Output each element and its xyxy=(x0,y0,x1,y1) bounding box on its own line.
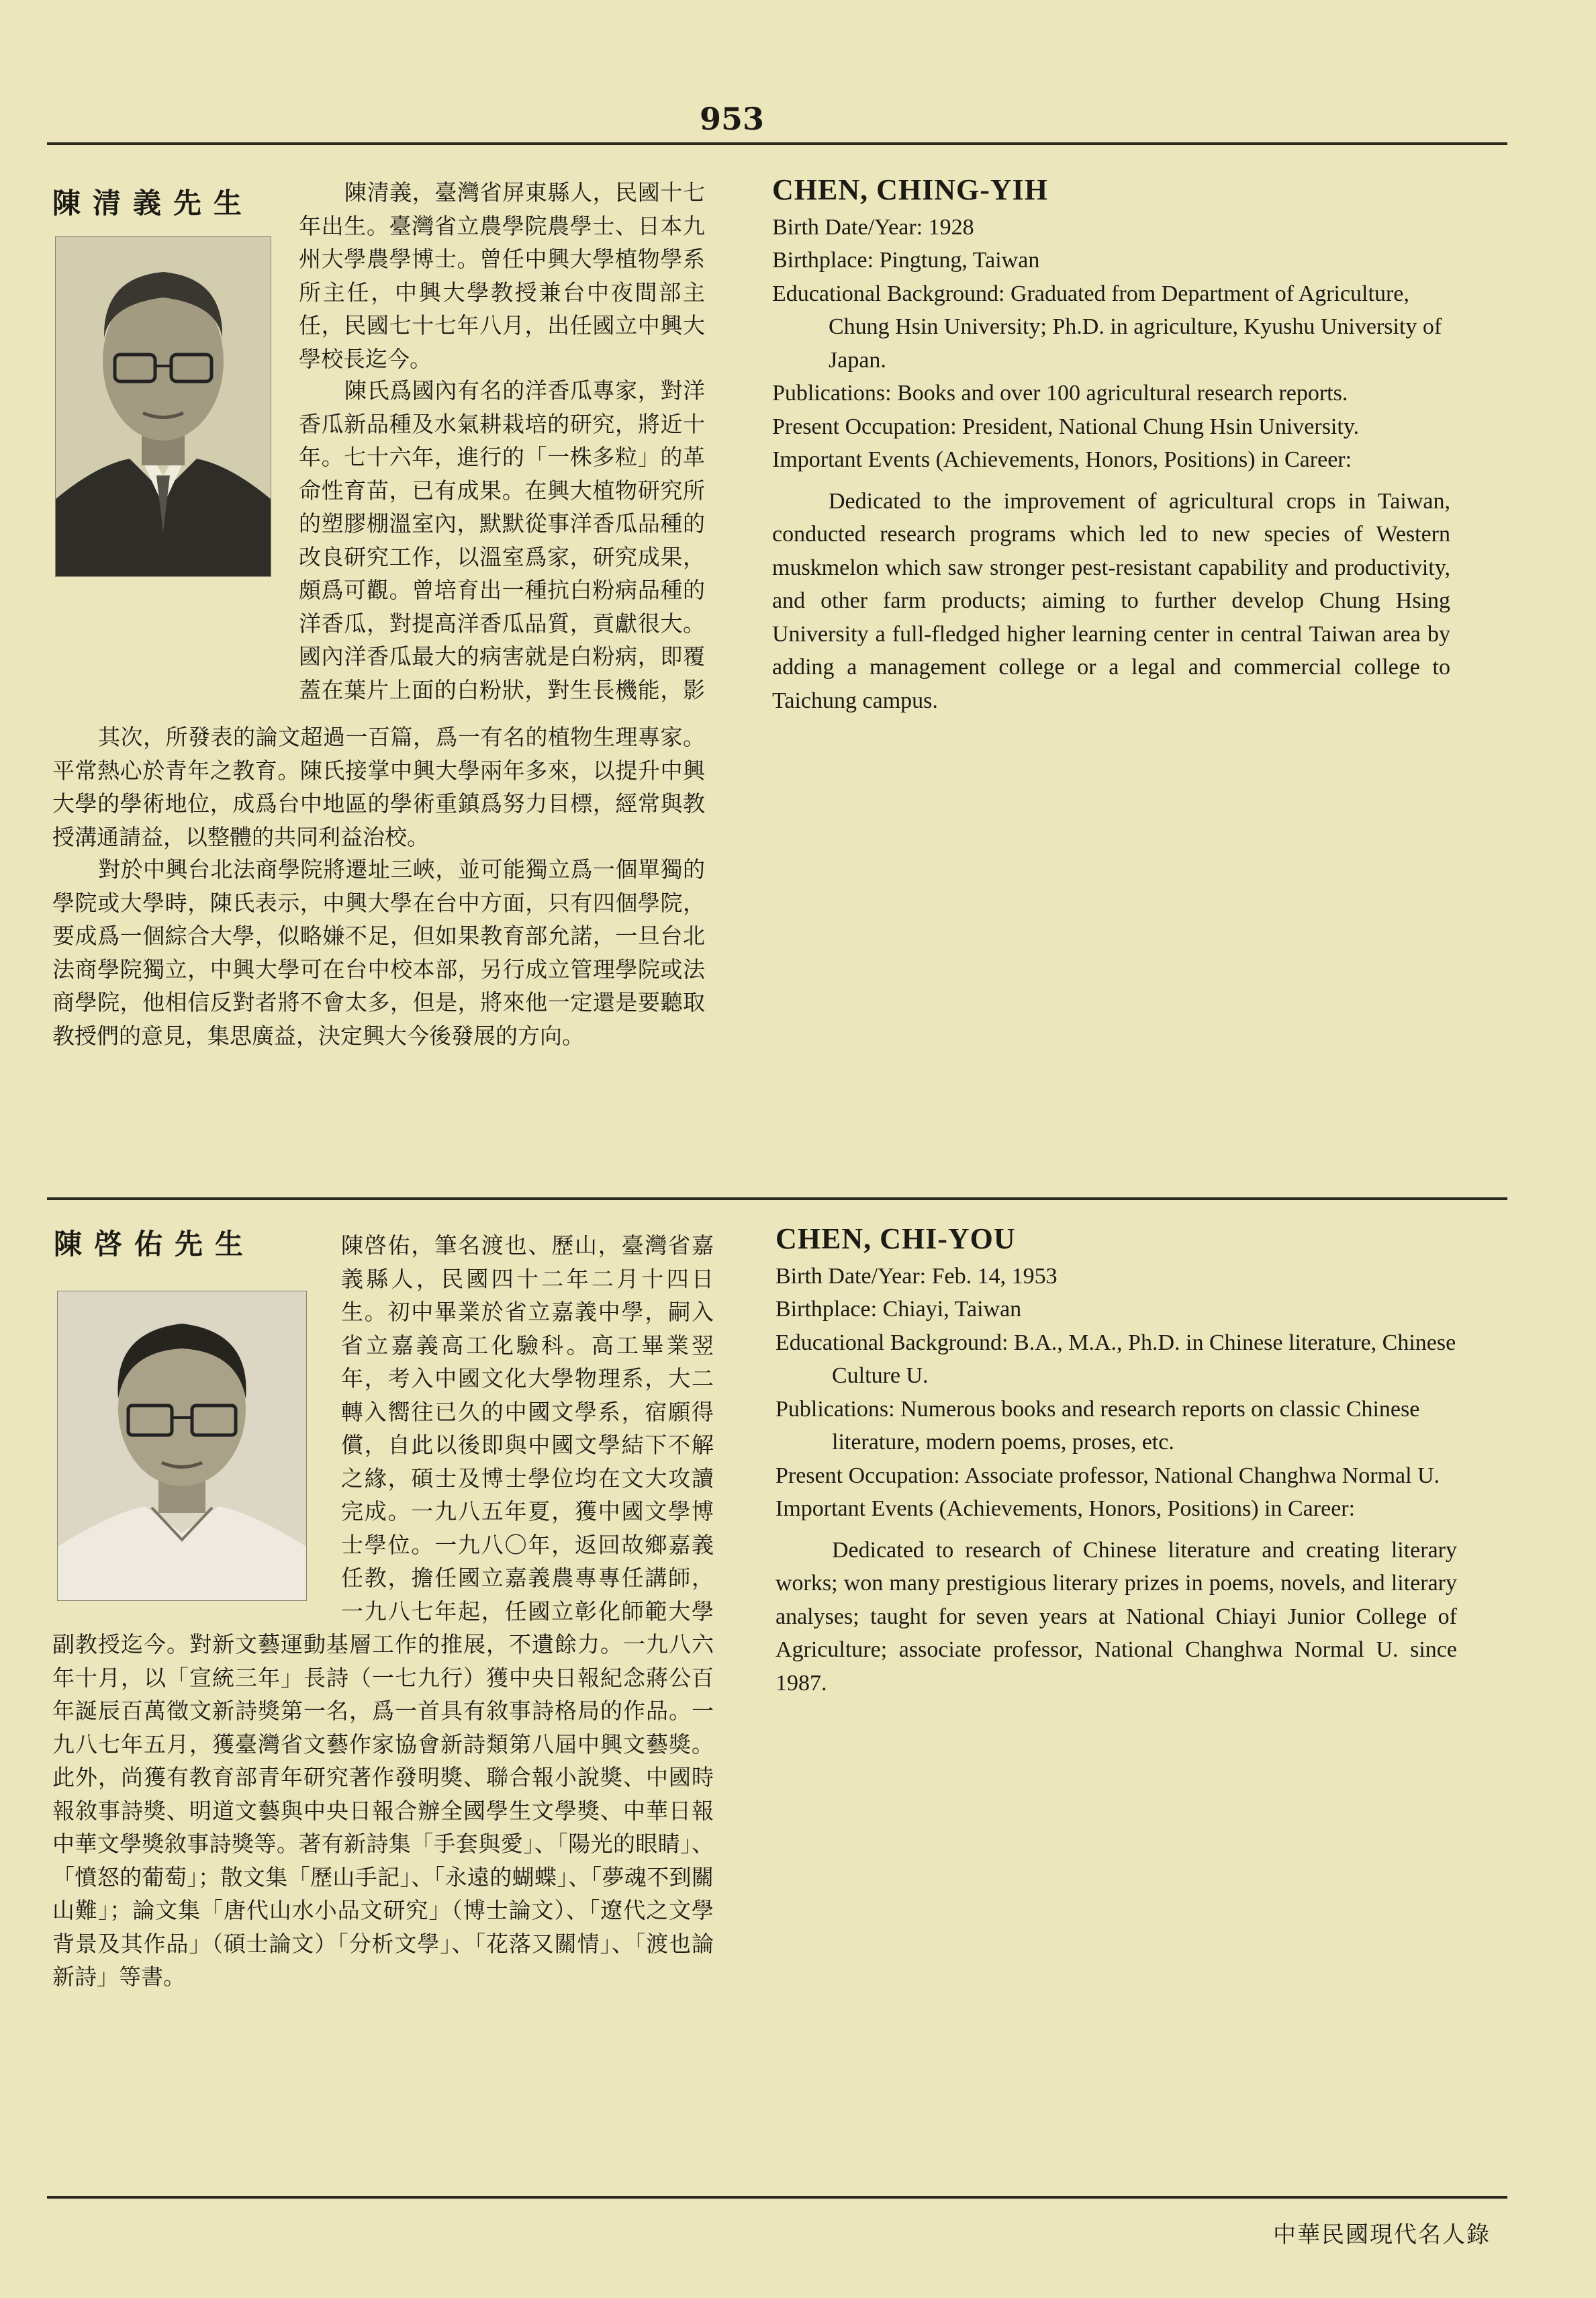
entry-2-field-birthplace: Birthplace: Chiayi, Taiwan xyxy=(776,1297,1022,1322)
entry-2-field-events-label: Important Events (Achievements, Honors, Positions) in Career: xyxy=(776,1496,1356,1521)
entry-1-career: Dedicated to the improvement of agricultural crops in Taiwan, conducted research programs which led to new species of Western muskmelon which saw stronger pest-resistant capability and productivity, and other farm products; aiming to further develop Chung Hsing University a full-fledged higher learning center in central Taiwan area by adding a management college or a legal and commercial college to Taichung campus. xyxy=(772,488,1450,713)
entry-2-field-publications: Publications: Numerous books and research reports on classic Chinese literature, modern poems, proses, etc. xyxy=(776,1396,1420,1455)
entry-2-cn-heading: 陳啓佑先生 xyxy=(54,1228,256,1260)
entry-2-photo-spacer xyxy=(52,1229,341,1605)
entry-1-field-publications: Publications: Books and over 100 agricultural research reports. xyxy=(772,381,1348,406)
entry-1-cn-heading: 陳清義先生 xyxy=(52,187,254,220)
page-number: 953 xyxy=(699,101,765,137)
entry-2-field-birth-date: Birth Date/Year: Feb. 14, 1953 xyxy=(776,1263,1058,1289)
entry-1-field-birth-date: Birth Date/Year: 1928 xyxy=(772,214,974,240)
bottom-divider xyxy=(47,2196,1507,2199)
book-title-footer: 中華民國現代名人錄 xyxy=(1273,2221,1491,2248)
entry-1-field-education: Educational Background: Graduated from Department of Agriculture, Chung Hsin University; Ph.D. in agriculture, Kyushu University of Japan. xyxy=(772,281,1442,373)
entry-2-en-block xyxy=(776,1222,1457,1700)
entry-2-career: Dedicated to research of Chinese literature and creating literary works; won many prestigious literary prizes in poems, novels, and literary analyses; taught for seven years at National Chiayi Junior College of Agriculture; associate professor, National Changhwa Normal U. since 1987. xyxy=(776,1537,1457,1696)
entry-2-en-name: CHEN, CHI-YOU xyxy=(776,1222,1016,1255)
entry-1-field-events-label: Important Events (Achievements, Honors, Positions) in Career: xyxy=(772,447,1352,472)
entry-2-cn-paragraph: 陳啓佑，筆名渡也、歷山，臺灣省嘉義縣人，民國四十二年二月十四日生。初中畢業於省立嘉義中學，嗣入省立嘉義高工化驗科。高工畢業翌年，考入中國文化大學物理系，大二轉入嚮往已久的中國文學系，宿願得償，自此以後即與中國文學結下不解之緣，碩士及博士學位均在文大攻讀完成。一九八五年夏，獲中國文學博士學位。一九八〇年，返回故鄉嘉義任教，擔任國立嘉義農專專任講師，一九八七年起，任國立彰化師範大學副教授迄今。對新文藝運動基層工作的推展，不遺餘力。一九八六年十月，以「宣統三年」長詩（一七九行）獲中央日報紀念蔣公百年誕辰百萬徵文新詩獎第一名，爲一首具有敘事詩格局的作品。一九八七年五月，獲臺灣省文藝作家協會新詩類第八屆中興文藝獎。此外，尚獲有教育部青年研究著作發明獎、聯合報小說獎、中國時報敘事詩獎、明道文藝與中央日報合辦全國學生文學獎、中華日報中華文學獎敘事詩獎等。著有新詩集「手套與愛」、「陽光的眼睛」、「憤怒的葡萄」；散文集「歷山手記」、「永遠的蝴蝶」、「夢魂不到關山難」；論文集「唐代山水小品文研究」（博士論文）、「遼代之文學背景及其作品」（碩士論文）「分析文學」、「花落又關情」、「渡也論新詩」等書。 xyxy=(52,1232,714,1990)
entry-1-cn-para-2-top: 陳氏爲國內有名的洋香瓜專家，對洋香瓜新品種及水氣耕栽培的研究，將近十年。七十六年，進行的「一株多粒」的革命性育苗，已有成果。在興大植物研究所的塑膠棚溫室內，默默從事洋香瓜品種的改良研究工作，以溫室爲家，研究成果，頗爲可觀。曾培育出一種抗白粉病品種的洋香瓜，對提高洋香瓜品質，貢獻很大。國內洋香瓜最大的病害就是白粉病，即覆蓋在葉片上面的白粉狀，對生長機能，影 xyxy=(299,377,705,703)
entry-2-field-education: Educational Background: B.A., M.A., Ph.D. in Chinese literature, Chinese Culture U. xyxy=(776,1330,1456,1388)
portrait-1-image xyxy=(56,237,271,576)
entry-1-en-block xyxy=(772,173,1450,717)
entry-2-cn-bio xyxy=(52,1229,714,1994)
entry-1-cn-para-3: 其次，所發表的論文超過一百篇，爲一有名的植物生理專家。平常熱心於青年之教育。陳氏接掌中興大學兩年多來，以提升中興大學的學術地位，成爲台中地區的學術重鎮爲努力目標，經常與教授溝通請益，以整體的共同利益治校。 xyxy=(52,724,705,850)
entry-divider xyxy=(47,1197,1507,1200)
entry-1-cn-para-4: 對於中興台北法商學院將遷址三峽，並可能獨立爲一個單獨的學院或大學時，陳氏表示，中興大學在台中方面，只有四個學院，要成爲一個綜合大學，似略嫌不足，但如果教育部允諾，一旦台北法商學院獨立，中興大學可在台中校本部，另行成立管理學院或法商學院，他相信反對者將不會太多，但是，將來他一定還是要聽取教授們的意見，集思廣益，決定興大今後發展的方向。 xyxy=(52,856,705,1049)
entry-1-field-birthplace: Birthplace: Pingtung, Taiwan xyxy=(772,248,1040,273)
entry-1-cn-intro: 陳清義，臺灣省屏東縣人，民國十七年出生。臺灣省立農學院農學士、日本九州大學農學博士。曾任中興大學植物學系所主任，中興大學教授兼台中夜間部主任，民國七十七年八月，出任國立中興大學校長迄今。 xyxy=(299,179,705,372)
top-divider xyxy=(47,142,1507,145)
entry-2-field-occupation: Present Occupation: Associate professor, National Changhwa Normal U. xyxy=(776,1463,1440,1488)
entry-1-portrait-photo xyxy=(55,236,271,577)
entry-1-en-name: CHEN, CHING-YIH xyxy=(772,173,1049,206)
entry-1-field-occupation: Present Occupation: President, National Chung Hsin University. xyxy=(772,414,1360,439)
